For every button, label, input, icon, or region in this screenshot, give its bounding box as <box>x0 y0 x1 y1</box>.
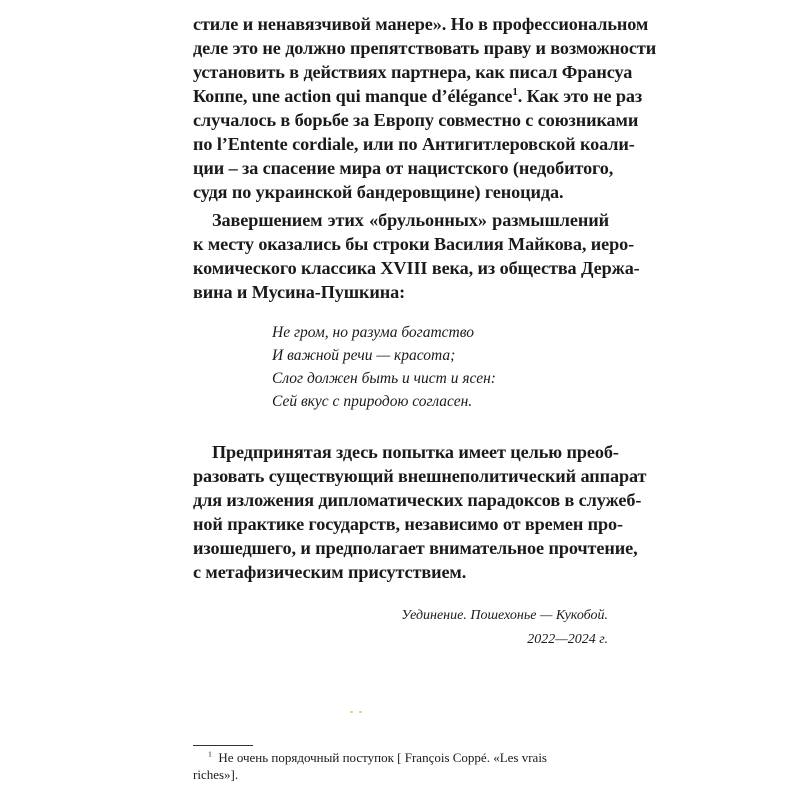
scan-speck <box>350 711 353 713</box>
footnote-reference[interactable]: 1 <box>512 85 518 98</box>
paragraph-2-line-4: вина и Мусина-Пушкина: <box>193 282 406 302</box>
paragraph-3-line-6: с метафизическим присутствием. <box>193 562 467 582</box>
poem-line-2: И важной речи — красота; <box>272 347 456 364</box>
poem-line-4: Сей вкус с природою согласен. <box>272 393 473 410</box>
paragraph-3-line-5: изошедшего, и предполагает внимательное прочтение, <box>193 538 638 558</box>
paragraph-1-line-5: случалось в борьбе за Европу совместно с союзниками <box>193 110 639 130</box>
paragraph-1-line-4-text-a: Коппе, une action qui manque d’élégance <box>193 86 513 106</box>
paragraph-1-line-1: стиле и ненавязчивой манере». Но в профессиональном <box>193 14 649 34</box>
paragraph-1-line-3: установить в действиях партнера, как писал Франсуа <box>193 62 633 82</box>
footnote-divider <box>193 745 253 746</box>
paragraph-2-line-1: Завершением этих «брульонных» размышлений <box>212 210 609 230</box>
paragraph-1-line-4-text-b: . Как это не раз <box>517 86 643 106</box>
footnote-text-line-1: Не очень порядочный поступок [ François Coppé. «Les vrais <box>218 750 547 765</box>
poem-line-3: Слог должен быть и чист и ясен: <box>272 370 496 387</box>
paragraph-3-line-2: разовать существующий внешнеполитический аппарат <box>193 466 647 486</box>
signature-years: 2022—2024 г. <box>527 632 608 647</box>
poem-line-1: Не гром, но разума богатство <box>272 324 474 341</box>
paragraph-1-line-6: по l’Entente cordiale, или по Антигитлеровской коали- <box>193 134 635 154</box>
footnote-line-1 <box>208 749 547 766</box>
footnote-number: 1 <box>208 749 212 759</box>
paragraph-1-line-2: деле это не должно препятствовать праву и возможности <box>193 38 657 58</box>
paragraph-3-line-3: для изложения дипломатических парадоксов в служеб- <box>193 490 642 510</box>
paragraph-1-line-8: судя по украинской бандеровщине) геноцида. <box>193 182 564 202</box>
paragraph-2-line-2: к месту оказались бы строки Василия Майкова, иеро- <box>193 234 635 254</box>
footnote-line-2: riches»]. <box>193 767 239 782</box>
paragraph-1-line-4 <box>193 84 643 108</box>
signature-place: Уединение. Пошехонье — Кукобой. <box>401 608 608 623</box>
paragraph-3-line-1: Предпринятая здесь попытка имеет целью преоб- <box>212 442 619 462</box>
paragraph-2-line-3: комического классика XVIII века, из общества Держа- <box>193 258 640 278</box>
paragraph-1-line-7: ции – за спасение мира от нацистского (недобитого, <box>193 158 614 178</box>
scan-speck <box>359 711 362 713</box>
paragraph-3-line-4: ной практике государств, независимо от времен про- <box>193 514 624 534</box>
